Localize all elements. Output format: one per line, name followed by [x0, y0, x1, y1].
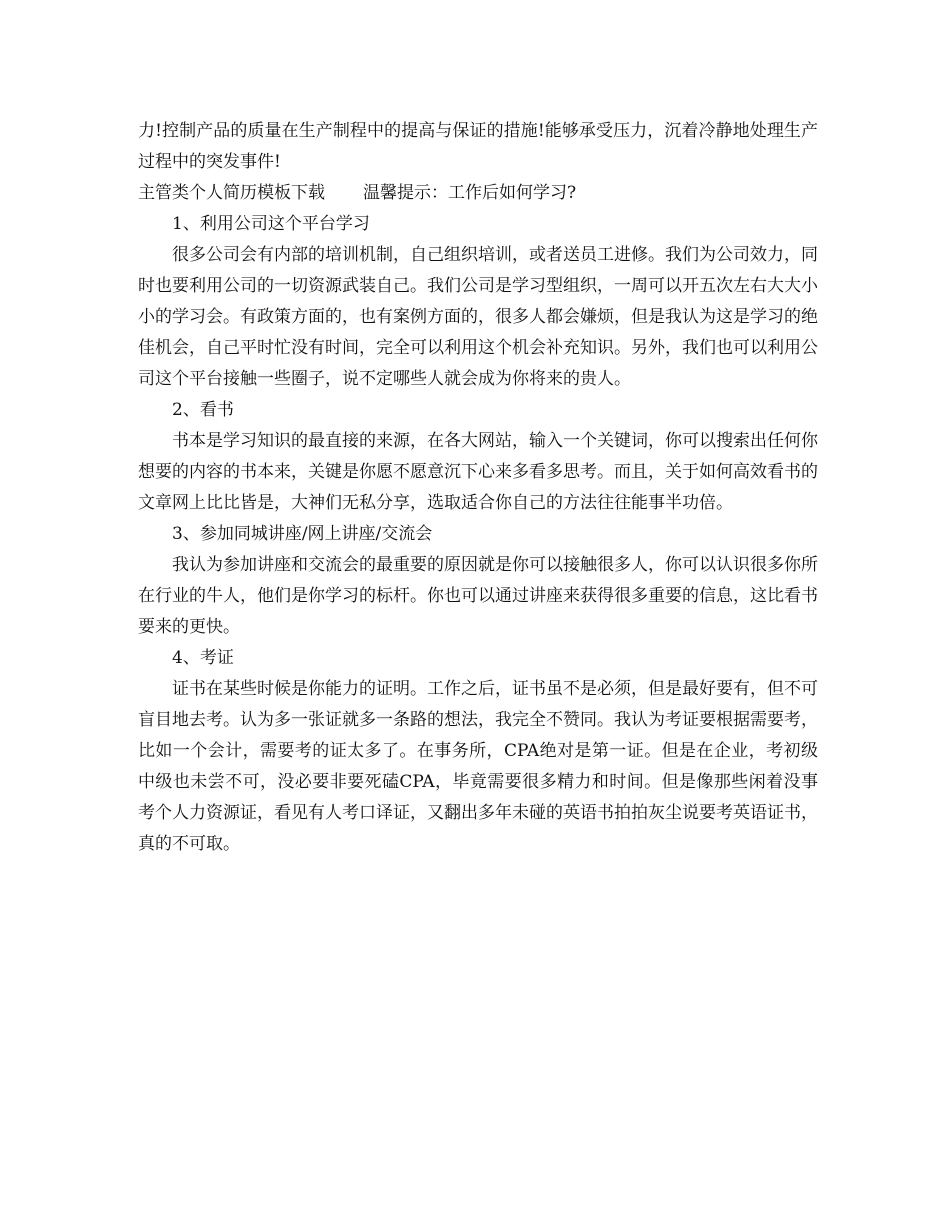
intro-continuation: 力!控制产品的质量在生产制程中的提高与保证的措施!能够承受压力，沉着冷静地处理生产过程中的突发事件! — [138, 121, 818, 172]
section-body-4: 证书在某些时候是你能力的证明。工作之后，证书虽不是必须，但是最好要有，但不可盲目地去考。认为多一张证就多一条路的想法，我完全不赞同。我认为考证要根据需要考，比如一个会计，需要考的证太多了。在事务所，CPA绝对是第一证。但是在企业，考初级中级也未尝不可，没必要非要死磕CPA，毕竟需要很多精力和时间。但是像那些闲着没事考个人力资源证，看见有人考口译证，又翻出多年未碰的英语书拍拍灰尘说要考英语证书，真的不可取。 — [138, 679, 818, 854]
section-heading-3: 3、参加同城讲座/网上讲座/交流会 — [172, 524, 433, 544]
section-body-1: 很多公司会有内部的培训机制，自己组织培训，或者送员工进修。我们为公司效力，同时也要利用公司的一切资源武装自己。我们公司是学习型组织，一周可以开五次左右大大小小的学习会。有政策方面的，也有案例方面的，很多人都会嫌烦，但是我认为这是学习的绝佳机会，自己平时忙没有时间，完全可以利用这个机会补充知识。另外，我们也可以利用公司这个平台接触一些圈子，说不定哪些人就会成为你将来的贵人。 — [138, 245, 818, 389]
resume-template-download-link[interactable]: 主管类个人简历模板下载 — [138, 183, 325, 203]
tip-text: 温馨提示：工作后如何学习? — [363, 183, 577, 203]
section-heading-2: 2、看书 — [172, 400, 234, 420]
tip-line — [138, 178, 818, 209]
section-heading-1: 1、利用公司这个平台学习 — [172, 214, 370, 234]
document-content — [138, 116, 818, 860]
section-body-3: 我认为参加讲座和交流会的最重要的原因就是你可以接触很多人，你可以认识很多你所在行业的牛人，他们是你学习的标杆。你也可以通过讲座来获得很多重要的信息，这比看书要来的更快。 — [138, 555, 818, 637]
section-heading-4: 4、考证 — [172, 648, 234, 668]
section-body-2: 书本是学习知识的最直接的来源，在各大网站，输入一个关键词，你可以搜索出任何你想要的内容的书本来，关键是你愿不愿意沉下心来多看多思考。而且，关于如何高效看书的文章网上比比皆是，大神们无私分享，选取适合你自己的方法往往能事半功倍。 — [138, 431, 818, 513]
